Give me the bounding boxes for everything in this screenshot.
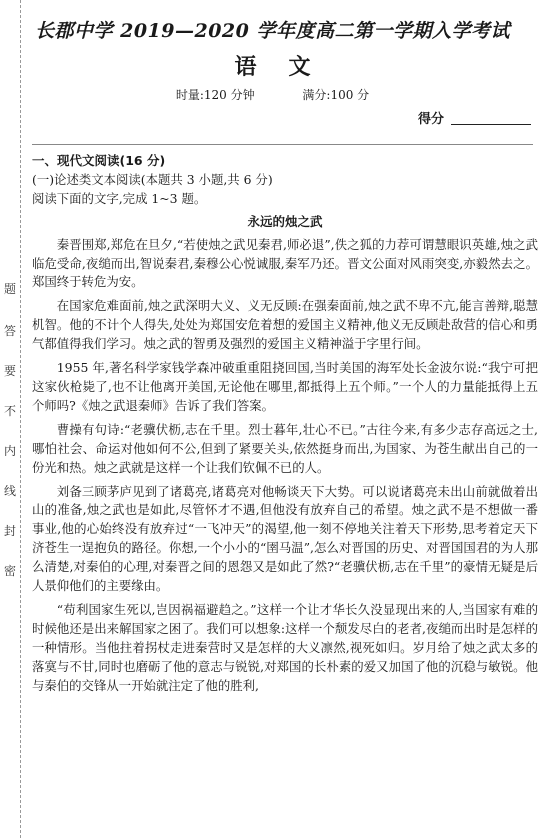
binding-char: 密 xyxy=(3,564,16,578)
header-divider xyxy=(32,144,533,145)
binding-char: 题 xyxy=(3,282,16,296)
binding-char: 答 xyxy=(3,324,16,338)
article-paragraph: 秦晋围郑,郑危在旦夕,“若使烛之武见秦君,师必退”,佚之狐的力荐可谓慧眼识英雄,烛之武临危受命,夜缒而出,智说秦君,秦穆公心悦诚服,秦军乃还。晋文公面对风雨突变,亦毅然去之。郑国终于转危为安。 xyxy=(32,236,538,290)
article-paragraph: 在国家危难面前,烛之武深明大义、义无反顾:在强秦面前,烛之武不卑不亢,能言善辩,聪慧机智。他的不计个人得失,处处为郑国安危着想的爱国主义精神,他义无反顾赴敌营的信心和勇气都值得我们学习。烛之武的智勇及强烈的爱国主义精神溢于字里行间。 xyxy=(32,298,538,352)
article-paragraph: 刘备三顾茅庐见到了诸葛亮,诸葛亮对他畅谈天下大势。可以说诸葛亮未出山前就做着出山的准备,烛之武也是如此,尽管怀才不遇,但他没有放弃自己的希望。烛之武不是不想做一番事业,他的心始终没有放弃过“一飞冲天”的渴望,他一刻不停地关注着天下形势,思考着定天下济苍生一逞抱负的路径。你想,一个小小的“圉马温”,怎么对晋国的历史、对晋国国君的为人那么清楚,对秦伯的心理,对秦晋之间的恩怨又是如此了然?“老骥伏枥,志在千里”的豪情无疑是后人景仰他们的主要缘由。 xyxy=(32,483,538,594)
binding-char: 内 xyxy=(3,444,16,458)
article-paragraph: “苟利国家生死以,岂因祸福避趋之。”这样一个让才华长久没显现出来的人,当国家有难的时候他还是出来解国家之困了。我们可以想象:这样一个颓发尽白的老者,夜缒而出时是怎样的一种情形。当他拄着拐杖走进秦营时又是怎样的大义凛然,视死如归。岁月给了烛之武太多的落寞与不甘,同时也磨砺了他的意志与锐锐,对郑国的长朴素的爱又加国了他的沉稳与敏锐。他与秦伯的交锋从一开始就注定了他的胜利, xyxy=(32,601,538,693)
binding-char: 封 xyxy=(3,524,16,538)
section-instruction: 阅读下面的文字,完成 1~3 题。 xyxy=(32,190,207,206)
reading-section xyxy=(32,152,538,700)
binding-char: 线 xyxy=(3,484,16,498)
binding-char: 不 xyxy=(3,404,16,418)
exam-title: 长郡中学 2019—2020 学年度高二第一学期入学考试 xyxy=(35,20,510,42)
time-limit: 时量:120 分钟 xyxy=(175,88,255,102)
exam-meta xyxy=(0,86,545,103)
article-title: 永远的烛之武 xyxy=(247,213,323,229)
binding-char: 要 xyxy=(3,364,16,378)
article-paragraph: 曹操有句诗:“老骥伏枥,志在千里。烈士暮年,壮心不已。”古往今来,有多少志存高远之士,哪怕社会、命运对他如何不公,但到了紧要关头,依然挺身而出,为国家、为苍生献出自己的一份光和热。烛之武就是这样一个让我们钦佩不已的人。 xyxy=(32,421,538,475)
score-label: 得分 xyxy=(418,112,445,127)
full-score: 满分:100 分 xyxy=(302,88,370,102)
section-subtitle: (一)论述类文本阅读(本题共 3 小题,共 6 分) xyxy=(32,171,273,187)
binding-dashed-line xyxy=(20,0,21,838)
section-title: 一、现代文阅读(16 分) xyxy=(32,153,166,168)
binding-margin xyxy=(0,0,22,838)
subject-title: 语文 xyxy=(234,54,343,80)
article-paragraph: 1955 年,著名科学家钱学森冲破重重阻挠回国,当时美国的海军处长金波尔说:“我宁可把这家伙枪毙了,也不让他离开美国,无论他在哪里,都抵得上五个师。”一个人的力量能抵得上五个师吗?《烛之武退秦师》告诉了我们答案。 xyxy=(32,360,538,413)
score-blank[interactable] xyxy=(451,124,531,125)
